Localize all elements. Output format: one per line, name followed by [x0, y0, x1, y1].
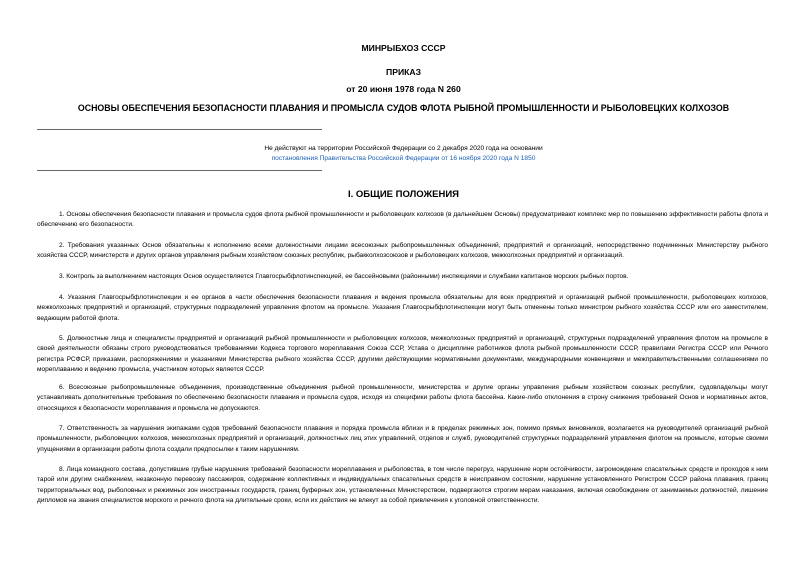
validity-notice-link[interactable]: постановления Правительства Российской Федерации от 16 ноября 2020 года N 1850: [271, 155, 536, 162]
ministry-name: МИНРЫБХОЗ СССР: [361, 43, 446, 53]
document-date-number: от 20 июня 1978 года N 260: [346, 84, 461, 94]
paragraph-5: 5. Должностные лица и специалисты предприятий и организаций рыбной промышленности и рыболовецких колхозов, межколхозных предприятий и организаций, структурных подразделений управления флотом на промысле в своей деятельности обязаны строго руководствоваться требованиями Кодекса торгового мореплавания Союза ССР, Устава о дисциплине работников флота рыбной промышленности СССР, правилами Регистра СССР или Речного регистра РСФСР, приказами, распоряжениями и указаниями Министерства рыбного хозяйства СССР, другими действующими нормативными документами, международными конвенциями и межправительственными соглашениями по мореплаванию и ведению промысла, участником которых является СССР.: [37, 335, 768, 374]
paragraph-6: 6. Всесоюзные рыбопромышленные объединения, производственные объединения рыбной промышленности, министерства и другие органы управления рыбным хозяйством союзных республик, судовладельцы могут устанавливать дополнительные требования по обеспечению безопасности плавания и промысла судов, исходя из специфики работы флота бассейна. Какие-либо отклонения в строну снижения требований Основ и нормативных актов, относящихся к безопасности мореплавания и промысла не допускаются.: [37, 384, 768, 412]
paragraph-1: 1. Основы обеспечения безопасности плавания и промысла судов флота рыбной промышленности и рыболовецких колхозов (в дальнейшем Основы) предусматривают комплекс мер по повышению эффективности работы флота и обеспечению его безопасности.: [37, 211, 768, 229]
paragraph-2: 2. Требования указанных Основ обязательны к исполнению всеми должностными лицами всесоюзных рыбопромышленных объединений, предприятий и организаций, непосредственно подчиненных Министерству рыбного хозяйства СССР, министерств и других органов управления рыбным хозяйством союзных республик, рыбакколхозсоюзов и рыболовецких колхозов, межколхозных предприятий и организаций.: [37, 242, 768, 260]
paragraph-3: 3. Контроль за выполнением настоящих Основ осуществляется Главгосрыбфлотинспекцией, ее бассейновыми (районными) инспекциями и службами капитанов морских рыбных портов.: [59, 273, 629, 280]
validity-notice: [200, 144, 607, 164]
document-type: ПРИКАЗ: [386, 67, 421, 77]
paragraph-4: 4. Указания Главгосрыбфлотинспекции и ее органов в части обеспечения безопасности плавания и ведения промысла обязательны для всех предприятий и организаций рыбной промышленности, рыболовецких колхозов, межколхозных предприятий и организаций, структурных подразделений управления флотом на промысле. Указания Главгосрыбфлотинспекции могут быть отменены только министром рыбного хозяйства СССР или его заместителем, ведающим работой флота.: [37, 294, 768, 322]
paragraph-8: 8. Лица командного состава, допустившие грубые нарушения требований безопасности мореплавания и рыболовства, в том числе перегруз, нарушение норм остойчивости, загромождение спасательных средств и проходов к ним тарой или другим снабжением, незаконную перевозку пассажиров, содержание коллективных и индивидуальных спасательных средств в неисправном состоянии, нарушение установленного Регистром СССР района плавания, границ территориальных вод, рыболовных и режимных зон иностранных государств, границ буферных зон, установленных Министерством, подвергаются строгим мерам наказания, включая освобождение от занимаемых должностей, лишение дипломов на звания специалистов морского и речного флота на длительные сроки, если их действия не влекут за собой привлечения к уголовной ответственности.: [37, 466, 768, 505]
bottom-divider: [37, 170, 322, 171]
validity-notice-text: Не действуют на территории Российской Федерации со 2 декабря 2020 года на основании: [264, 145, 543, 152]
document-title: ОСНОВЫ ОБЕСПЕЧЕНИЯ БЕЗОПАСНОСТИ ПЛАВАНИЯ И ПРОМЫСЛА СУДОВ ФЛОТА РЫБНОЙ ПРОМЫШЛЕННОСТИ И РЫБОЛОВЕЦКИХ КОЛХОЗОВ: [77, 103, 730, 113]
section-title: I. ОБЩИЕ ПОЛОЖЕНИЯ: [348, 189, 459, 200]
top-divider: [37, 129, 322, 130]
paragraph-7: 7. Ответственность за нарушения экипажами судов требований безопасности плавания и порядка промысла вблизи и в пределах режимных зон, помимо прямых виновников, возлагается на руководителей организаций рыбной промышленности, рыболовецких колхозов, межколхозных предприятий и организаций, должностных лиц этих управлений, отделов и служб, руководителей структурных подразделений управления флотом на промысле, которые своими упущениями в организации работы флота создали предпосылки к таким нарушениям.: [37, 425, 768, 453]
